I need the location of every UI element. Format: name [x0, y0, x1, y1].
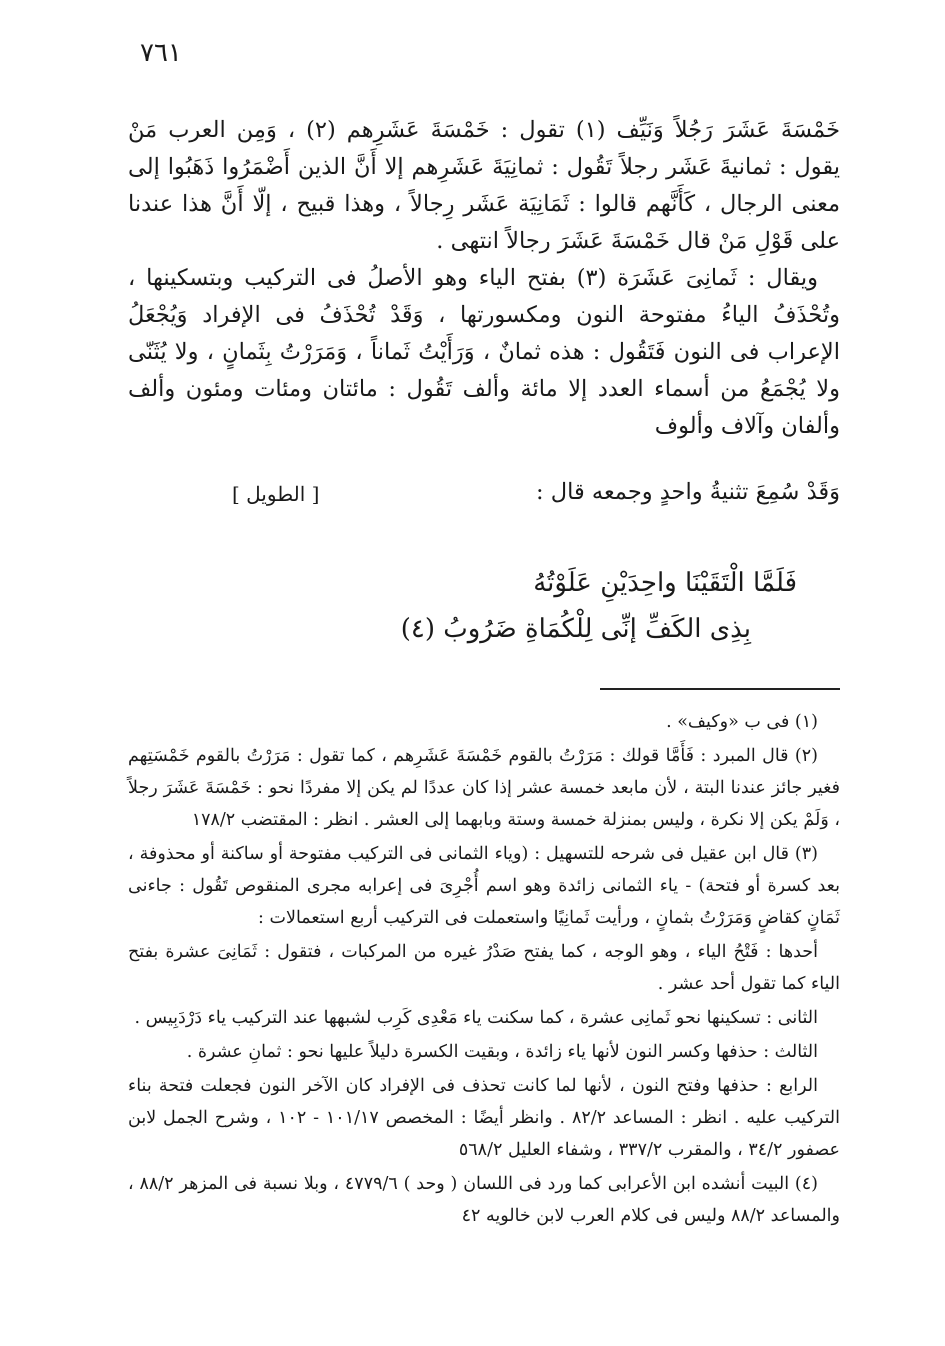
footnote-3-second: الثانى : تسكينها نحو ثَمانِى عشرة ، كما سكنت ياء مَعْدِى كَرِب لشبهها عند التركيب ياء دَرْدَبِيس .: [134, 1008, 818, 1028]
main-text: [128, 112, 840, 445]
verse-intro-text: وَقَدْ سُمِعَ تثنيةُ واحدٍ وجمعه قال :: [536, 479, 840, 505]
footnotes: [128, 706, 840, 1234]
footnote-2: (٢) قال المبرد : فَأَمَّا قولك : مَرَرْتُ بالقوم خَمْسَةَ عَشَرِهم ، كما تقول : مَرَرْتُ بالقوم خَمْسَتِهم فغير جائز عندنا البتة ، لأن مابعد خمسة عشر إذا كان عددًا لم يكن إلا مفردًا نحو : خَمْسَةَ عَشَرَ رجلاً ، وَلَمْ يكن إلا نكرة ، وليس بمنزلة خمسة وستة وبابهما إلى العشر . انظر : المقتضب ١٧٨/٢: [128, 746, 840, 830]
verse-hemistich-2: بِذِى الكَفِّ إنِّى لِلْكُمَاةِ ضَرُوبُ (٤): [400, 614, 751, 644]
footnote-1: (١) فى ب «وكيف» .: [666, 712, 818, 732]
main-paragraph-1: خَمْسَةَ عَشَرَ رَجُلاً وَنَيِّف (١) تقول : خَمْسَةَ عَشَرِهم (٢) ، وَمِن العرب مَنْ يقول : ثمانيةَ عَشَر رجلاً تَقُول : ثمانِيَةَ عَشَرِهم إلا أَنَّ الذين أَضْمَرُوا ذَهَبُوا إلى معنى الرجال ، كَأَنَّهم قالوا : ثَمَانِيَة عَشَر رِجالاً ، وهذا قبيح ، إلّا أَنَّ هذا عندنا على قَوْلِ مَنْ قال خَمْسَةَ عَشَرَ رجالاً انتهى .: [128, 117, 840, 254]
footnote-separator: [600, 688, 840, 690]
footnote-3-first: أحدها : فَتْحُ الياء ، وهو الوجه ، كما يفتح صَدْرُ غيره من المركبات ، فتقول : ثَمَانِىَ عشرة بفتح الياء كما تقول أحد عشر .: [128, 942, 840, 994]
poetic-meter-label: [ الطويل ]: [232, 482, 320, 506]
footnote-3-fourth: الرابع : حذفها وفتح النون ، لأنها لما كانت تحذف فى الإفراد كان الآخر النون فجعلت فتحة بناء التركيب عليه . انظر : المساعد ٨٢/٢ . وانظر أيضًا : المخصص ١٠١/١٧ - ١٠٢ ، وشرح الجمل لابن عصفور ٣٤/٢ ، والمقرب ٣٣٧/٢ ، وشفاء العليل ٥٦٨/٢: [128, 1076, 840, 1160]
verse-intro-line: [128, 474, 840, 511]
footnote-3-third: الثالث : حذفها وكسر النون لأنها ياء زائدة ، وبقيت الكسرة دليلاً عليها نحو : ثمانِ عشرة .: [186, 1042, 818, 1062]
main-paragraph-2: ويقال : ثَمانِىَ عَشَرَة (٣) بفتح الياء وهو الأصلُ فى التركيب وبتسكينها ، وتُحْذَفُ الياءُ مفتوحة النون ومكسورتها ، وَقَدْ تُحْذَفُ فى الإفراد وَيُجْعَلُ الإعراب فى النون فَتَقُول : هذه ثمانٌ ، وَرَأَيْتُ ثَماناً ، وَمَرَرْتُ بِثَمانٍ ، ولا يُثَنّى ولا يُجْمَعُ من أسماء العدد إلا مائة وألف تَقُول : مائتان ومئات ومئون وألف وألفان وآلاف وألوف: [128, 265, 840, 439]
footnote-4: (٤) البيت أنشده ابن الأعرابى كما ورد فى اللسان ( وحد ) ٤٧٧٩/٦ ، وبلا نسبة فى المزهر ٨٨/٢ ، والمساعد ٨٨/٢ وليس فى كلام العرب لابن خالويه ٤٢: [128, 1174, 840, 1226]
page-number: ٧٦١: [140, 38, 182, 68]
poetry-verse: [277, 560, 797, 652]
footnote-3: (٣) قال ابن عقيل فى شرحه للتسهيل : (وياء الثمانى فى التركيب مفتوحة أو ساكنة أو محذوفة ، بعد كسرة أو فتحة) - ياء الثمانى زائدة وهو اسم أُجْرِىَ فى إعرابه مجرى المنقوص تَقُول : جاءنى ثَمَانٍ كقاضٍ وَمَرَرْتُ بثمانٍ ، ورأيت ثَمانِيًا واستعملت فى التركيب أربع استعمالات :: [128, 844, 840, 928]
verse-hemistich-1: فَلَمَّا الْتَقَيْنَا واحِدَيْنِ عَلَوْتُهُ: [533, 568, 797, 598]
